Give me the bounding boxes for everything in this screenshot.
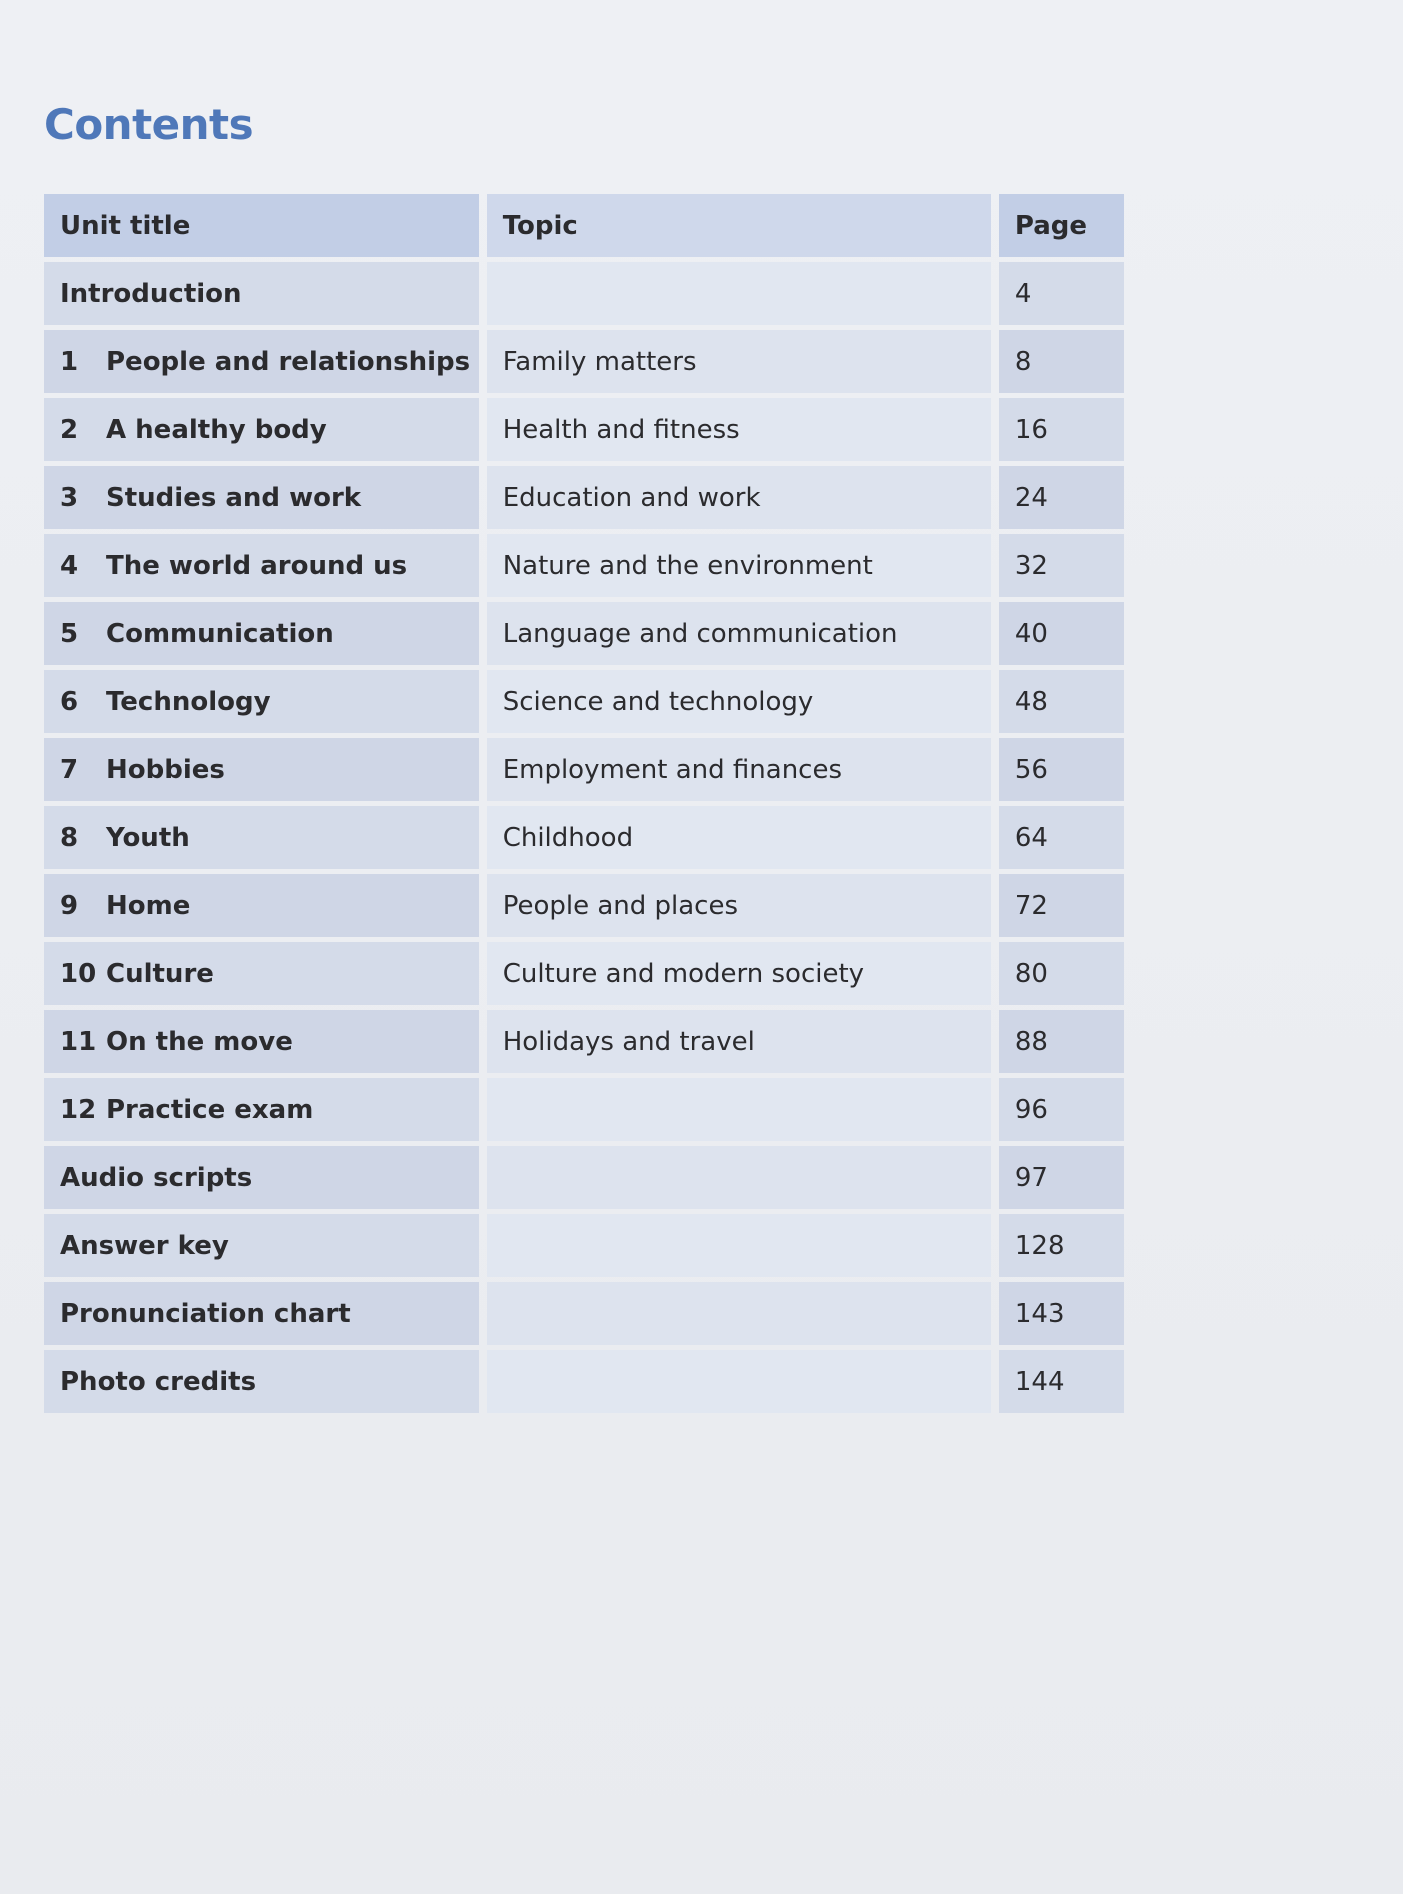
unit-number: 12 — [60, 1094, 97, 1125]
table-row — [44, 670, 1124, 733]
unit-title: Studies and work — [106, 482, 362, 513]
unit-number: 1 — [60, 346, 79, 377]
table-row — [44, 398, 1124, 461]
topic-cell — [487, 398, 991, 461]
topic-text: Childhood — [502, 822, 634, 853]
unit-title: A healthy body — [106, 414, 327, 445]
topic-cell — [487, 806, 991, 869]
unit-title: Introduction — [60, 278, 242, 309]
topic-cell — [487, 534, 991, 597]
unit-cell — [44, 1146, 479, 1209]
topic-text: Education and work — [502, 482, 761, 513]
page-number: 96 — [1014, 1094, 1048, 1125]
unit-title: Audio scripts — [60, 1162, 253, 1193]
topic-cell — [487, 602, 991, 665]
topic-cell — [487, 1078, 991, 1141]
unit-title: Technology — [106, 686, 271, 717]
page-number: 72 — [1014, 890, 1048, 921]
page-cell — [999, 806, 1124, 869]
page-cell — [999, 942, 1124, 1005]
table-row — [44, 1078, 1124, 1141]
page-cell — [999, 1214, 1124, 1277]
unit-cell — [44, 1010, 479, 1073]
unit-cell — [44, 1078, 479, 1141]
table-row — [44, 534, 1124, 597]
topic-cell — [487, 874, 991, 937]
table-row — [44, 806, 1124, 869]
topic-cell — [487, 466, 991, 529]
page-number: 40 — [1014, 618, 1048, 649]
page-number: 88 — [1014, 1026, 1048, 1057]
page-cell — [999, 262, 1124, 325]
page-number: 24 — [1014, 482, 1048, 513]
topic-text: People and places — [502, 890, 739, 921]
page-cell — [999, 534, 1124, 597]
unit-cell — [44, 806, 479, 869]
unit-cell — [44, 942, 479, 1005]
table-row — [44, 738, 1124, 801]
topic-cell — [487, 1146, 991, 1209]
page-number: 80 — [1014, 958, 1048, 989]
topic-cell — [487, 1282, 991, 1345]
page-cell — [999, 1010, 1124, 1073]
table-row — [44, 942, 1124, 1005]
page-cell — [999, 330, 1124, 393]
unit-title: Culture — [106, 958, 214, 989]
unit-title: Home — [106, 890, 191, 921]
unit-cell — [44, 670, 479, 733]
unit-number: 11 — [60, 1026, 97, 1057]
header-unit-title: Unit title — [44, 194, 479, 257]
page-cell — [999, 670, 1124, 733]
topic-text: Employment and finances — [502, 754, 843, 785]
table-row — [44, 466, 1124, 529]
page-number: 48 — [1014, 686, 1048, 717]
topic-text: Nature and the environment — [502, 550, 873, 581]
page-title: Contents — [44, 100, 254, 149]
page-number: 8 — [1014, 346, 1032, 377]
unit-title: Pronunciation chart — [60, 1298, 351, 1329]
unit-number: 9 — [60, 890, 79, 921]
page-cell — [999, 738, 1124, 801]
header-topic: Topic — [487, 194, 991, 257]
table-row — [44, 330, 1124, 393]
unit-cell — [44, 1282, 479, 1345]
table-row — [44, 1010, 1124, 1073]
unit-title: The world around us — [106, 550, 408, 581]
unit-number: 6 — [60, 686, 79, 717]
page-cell — [999, 1146, 1124, 1209]
unit-number: 10 — [60, 958, 97, 989]
page-number: 56 — [1014, 754, 1048, 785]
table-header-row — [44, 194, 1124, 257]
topic-text: Science and technology — [502, 686, 814, 717]
unit-number: 8 — [60, 822, 79, 853]
page-number: 143 — [1014, 1298, 1065, 1329]
topic-cell — [487, 738, 991, 801]
topic-text: Language and communication — [502, 618, 898, 649]
unit-cell — [44, 1214, 479, 1277]
unit-cell — [44, 330, 479, 393]
unit-title: On the move — [106, 1026, 293, 1057]
topic-cell — [487, 1010, 991, 1073]
unit-title: Practice exam — [106, 1094, 314, 1125]
unit-title: Communication — [106, 618, 334, 649]
unit-cell — [44, 1350, 479, 1413]
unit-title: Answer key — [60, 1230, 229, 1261]
contents-table — [44, 194, 1124, 1418]
table-row — [44, 1214, 1124, 1277]
topic-cell — [487, 330, 991, 393]
unit-cell — [44, 738, 479, 801]
unit-cell — [44, 262, 479, 325]
page-number: 144 — [1014, 1366, 1065, 1397]
page-cell — [999, 466, 1124, 529]
page-cell — [999, 602, 1124, 665]
unit-cell — [44, 534, 479, 597]
table-row — [44, 1282, 1124, 1345]
topic-text: Holidays and travel — [502, 1026, 755, 1057]
topic-cell — [487, 1350, 991, 1413]
page-cell — [999, 874, 1124, 937]
unit-cell — [44, 466, 479, 529]
unit-cell — [44, 602, 479, 665]
page-number: 128 — [1014, 1230, 1065, 1261]
topic-cell — [487, 1214, 991, 1277]
table-row — [44, 874, 1124, 937]
page-cell — [999, 1350, 1124, 1413]
unit-cell — [44, 398, 479, 461]
page-number: 16 — [1014, 414, 1048, 445]
page-number: 32 — [1014, 550, 1048, 581]
unit-number: 2 — [60, 414, 79, 445]
page-number: 64 — [1014, 822, 1048, 853]
table-row — [44, 262, 1124, 325]
page-number: 97 — [1014, 1162, 1048, 1193]
unit-title: Photo credits — [60, 1366, 257, 1397]
unit-title: Youth — [106, 822, 190, 853]
header-page: Page — [999, 194, 1124, 257]
page-cell — [999, 1078, 1124, 1141]
topic-text: Family matters — [502, 346, 697, 377]
table-row — [44, 602, 1124, 665]
table-row — [44, 1350, 1124, 1413]
topic-cell — [487, 942, 991, 1005]
topic-cell — [487, 670, 991, 733]
page-number: 4 — [1014, 278, 1032, 309]
topic-text: Health and fitness — [502, 414, 740, 445]
unit-number: 7 — [60, 754, 79, 785]
page-cell — [999, 398, 1124, 461]
unit-cell — [44, 874, 479, 937]
unit-title: Hobbies — [106, 754, 225, 785]
page-cell — [999, 1282, 1124, 1345]
topic-cell — [487, 262, 991, 325]
unit-number: 5 — [60, 618, 79, 649]
unit-title: People and relationships — [106, 346, 471, 377]
table-row — [44, 1146, 1124, 1209]
topic-text: Culture and modern society — [502, 958, 865, 989]
unit-number: 3 — [60, 482, 79, 513]
unit-number: 4 — [60, 550, 79, 581]
